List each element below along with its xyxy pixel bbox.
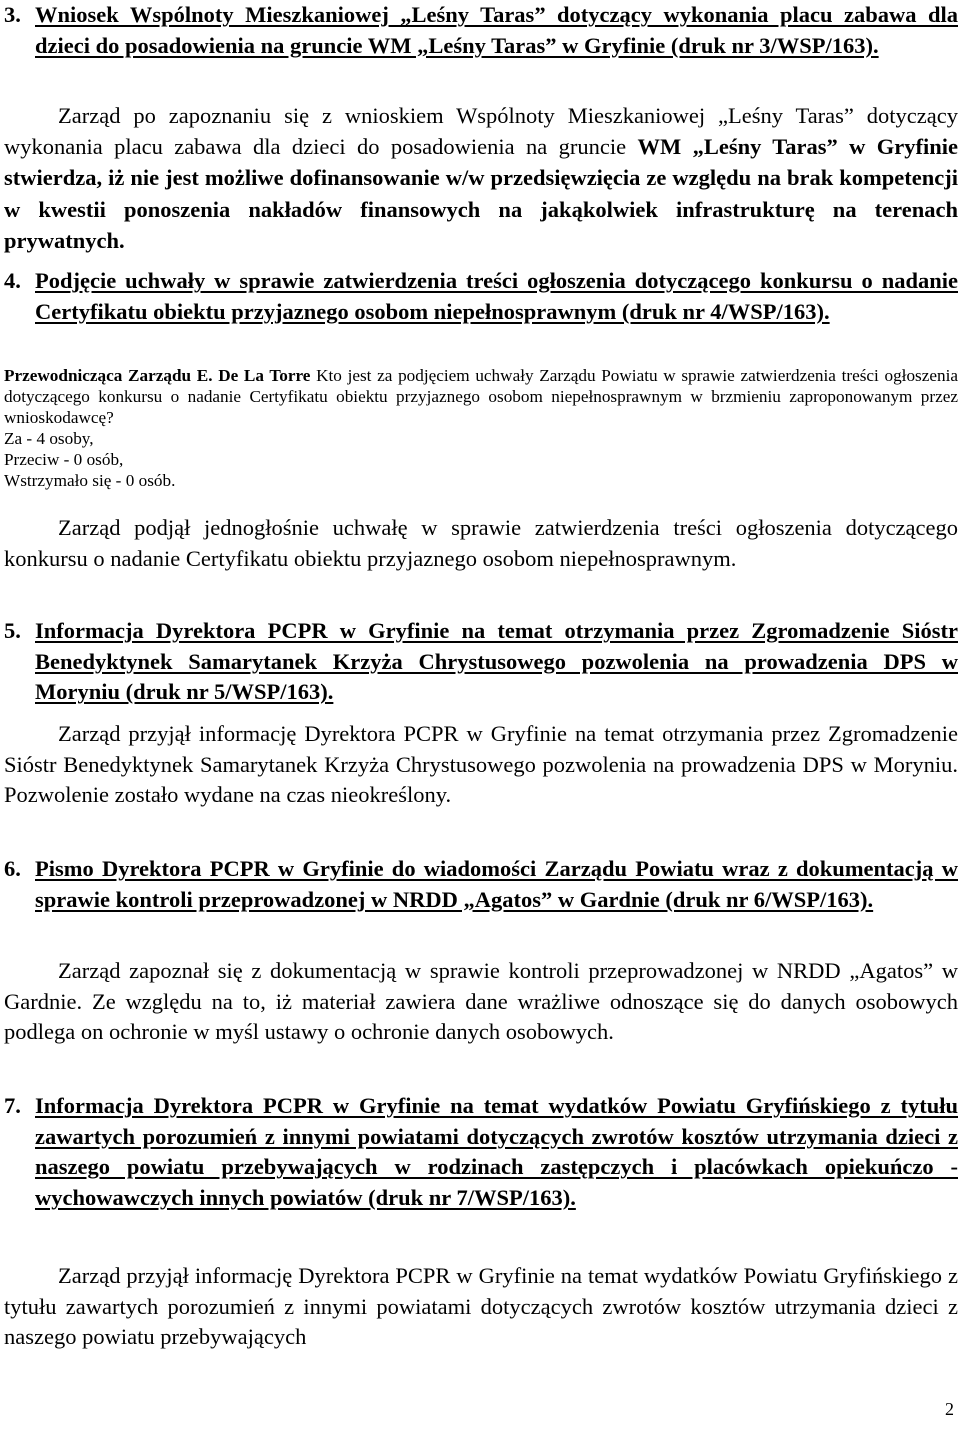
agenda-item-6-resolution: Zarząd zapoznał się z dokumentacją w sprawie kontroli przeprowadzonej w NRDD „Agatos” w Gardnie. Ze względu na to, iż materiał zawiera dane wrażliwe odnoszące się do danych osobowych podlega on ochronie w myśl ustawy o ochronie danych osobowych. [4, 958, 958, 1045]
item-number: 7. [4, 1093, 21, 1118]
agenda-item-5-heading [4, 616, 958, 708]
agenda-item-3-resolution [4, 100, 958, 256]
item-title: Wniosek Wspólnoty Mieszkaniowej „Leśny Taras” dotyczący wykonania placu zabawa dla dzieci do posadowienia na gruncie WM „Leśny Taras” w Gryfinie (druk nr 3/WSP/163). [35, 2, 958, 58]
agenda-item-4-resolution: Zarząd podjął jednogłośnie uchwałę w sprawie zatwierdzenia treści ogłoszenia dotyczącego konkursu o nadanie Certyfikatu obiektu przyjaznego osobom niepełnosprawnym. [4, 515, 958, 571]
item-number: 5. [4, 618, 21, 643]
vote-for: Za - 4 osoby, [4, 429, 94, 448]
page-number: 2 [945, 1399, 954, 1419]
item-title: Pismo Dyrektora PCPR w Gryfinie do wiadomości Zarządu Powiatu wraz z dokumentacją w sprawie kontroli przeprowadzonej w NRDD „Agatos” w Gardnie (druk nr 6/WSP/163). [35, 856, 958, 912]
item-title: Informacja Dyrektora PCPR w Gryfinie na temat otrzymania przez Zgromadzenie Sióstr Benedyktynek Samarytanek Krzyża Chrystusowego pozwolenia na prowadzenia DPS w Moryniu (druk nr 5/WSP/163). [35, 618, 958, 705]
vote-against: Przeciw - 0 osób, [4, 450, 124, 469]
agenda-item-3-heading [4, 0, 958, 61]
resolution-text-plain: Zarząd po zapoznaniu się z wnioskiem Wspólnoty Mieszkaniowej „Leśny Taras” dotyczący wykonania placu zabawa dla dzieci do posadowienia na gruncie [4, 103, 958, 160]
vote-speaker: Przewodnicząca Zarządu E. De La Torre [4, 366, 311, 385]
agenda-item-7-heading [4, 1091, 958, 1213]
item-title: Informacja Dyrektora PCPR w Gryfinie na temat wydatków Powiatu Gryfińskiego z tytułu zawartych porozumień z innymi powiatami dotyczących zwrotów kosztów utrzymania dzieci z naszego powiatu przebywających w rodzinach zastępczych i placówkach opiekuńczo - wychowawczych innych powiatów (druk nr 7/WSP/163). [35, 1093, 958, 1210]
agenda-item-6-heading [4, 854, 958, 915]
vote-abstain: Wstrzymało się - 0 osób. [4, 471, 176, 490]
item-number: 4. [4, 268, 21, 293]
item-number: 6. [4, 856, 21, 881]
agenda-item-5-resolution: Zarząd przyjął informację Dyrektora PCPR w Gryfinie na temat otrzymania przez Zgromadzenie Sióstr Benedyktynek Samarytanek Krzyża Chrystusowego pozwolenia na prowadzenia DPS w Moryniu. Pozwolenie zostało wydane na czas nieokreślony. [4, 721, 958, 808]
resolution-text-bold: WM „Leśny Taras” w Gryfinie stwierdza, iż nie jest możliwe dofinansowanie w/w przedsięwzięcia ze względu na brak kompetencji w kwestii ponoszenia nakładów finansowych na jakąkolwiek infrastrukturę na terenach prywatnych. [4, 134, 958, 253]
item-number: 3. [4, 2, 21, 27]
agenda-item-7-resolution: Zarząd przyjął informację Dyrektora PCPR w Gryfinie na temat wydatków Powiatu Gryfińskiego z tytułu zawartych porozumień z innymi powiatami dotyczących zwrotów kosztów utrzymania dzieci z naszego powiatu przebywających [4, 1263, 958, 1350]
vote-question: Kto jest za podjęciem uchwały Zarządu Powiatu w sprawie zatwierdzenia treści ogłoszenia dotyczącego konkursu o nadanie Certyfikatu obiektu przyjaznego osobom niepełnosprawnym w brzmieniu zaproponowanym przez wnioskodawcę? [4, 366, 958, 427]
agenda-item-4-heading [4, 266, 958, 327]
item-title: Podjęcie uchwały w sprawie zatwierdzenia treści ogłoszenia dotyczącego konkursu o nadanie Certyfikatu obiektu przyjaznego osobom niepełnosprawnym (druk nr 4/WSP/163). [35, 268, 958, 324]
agenda-item-4-vote [4, 365, 958, 491]
